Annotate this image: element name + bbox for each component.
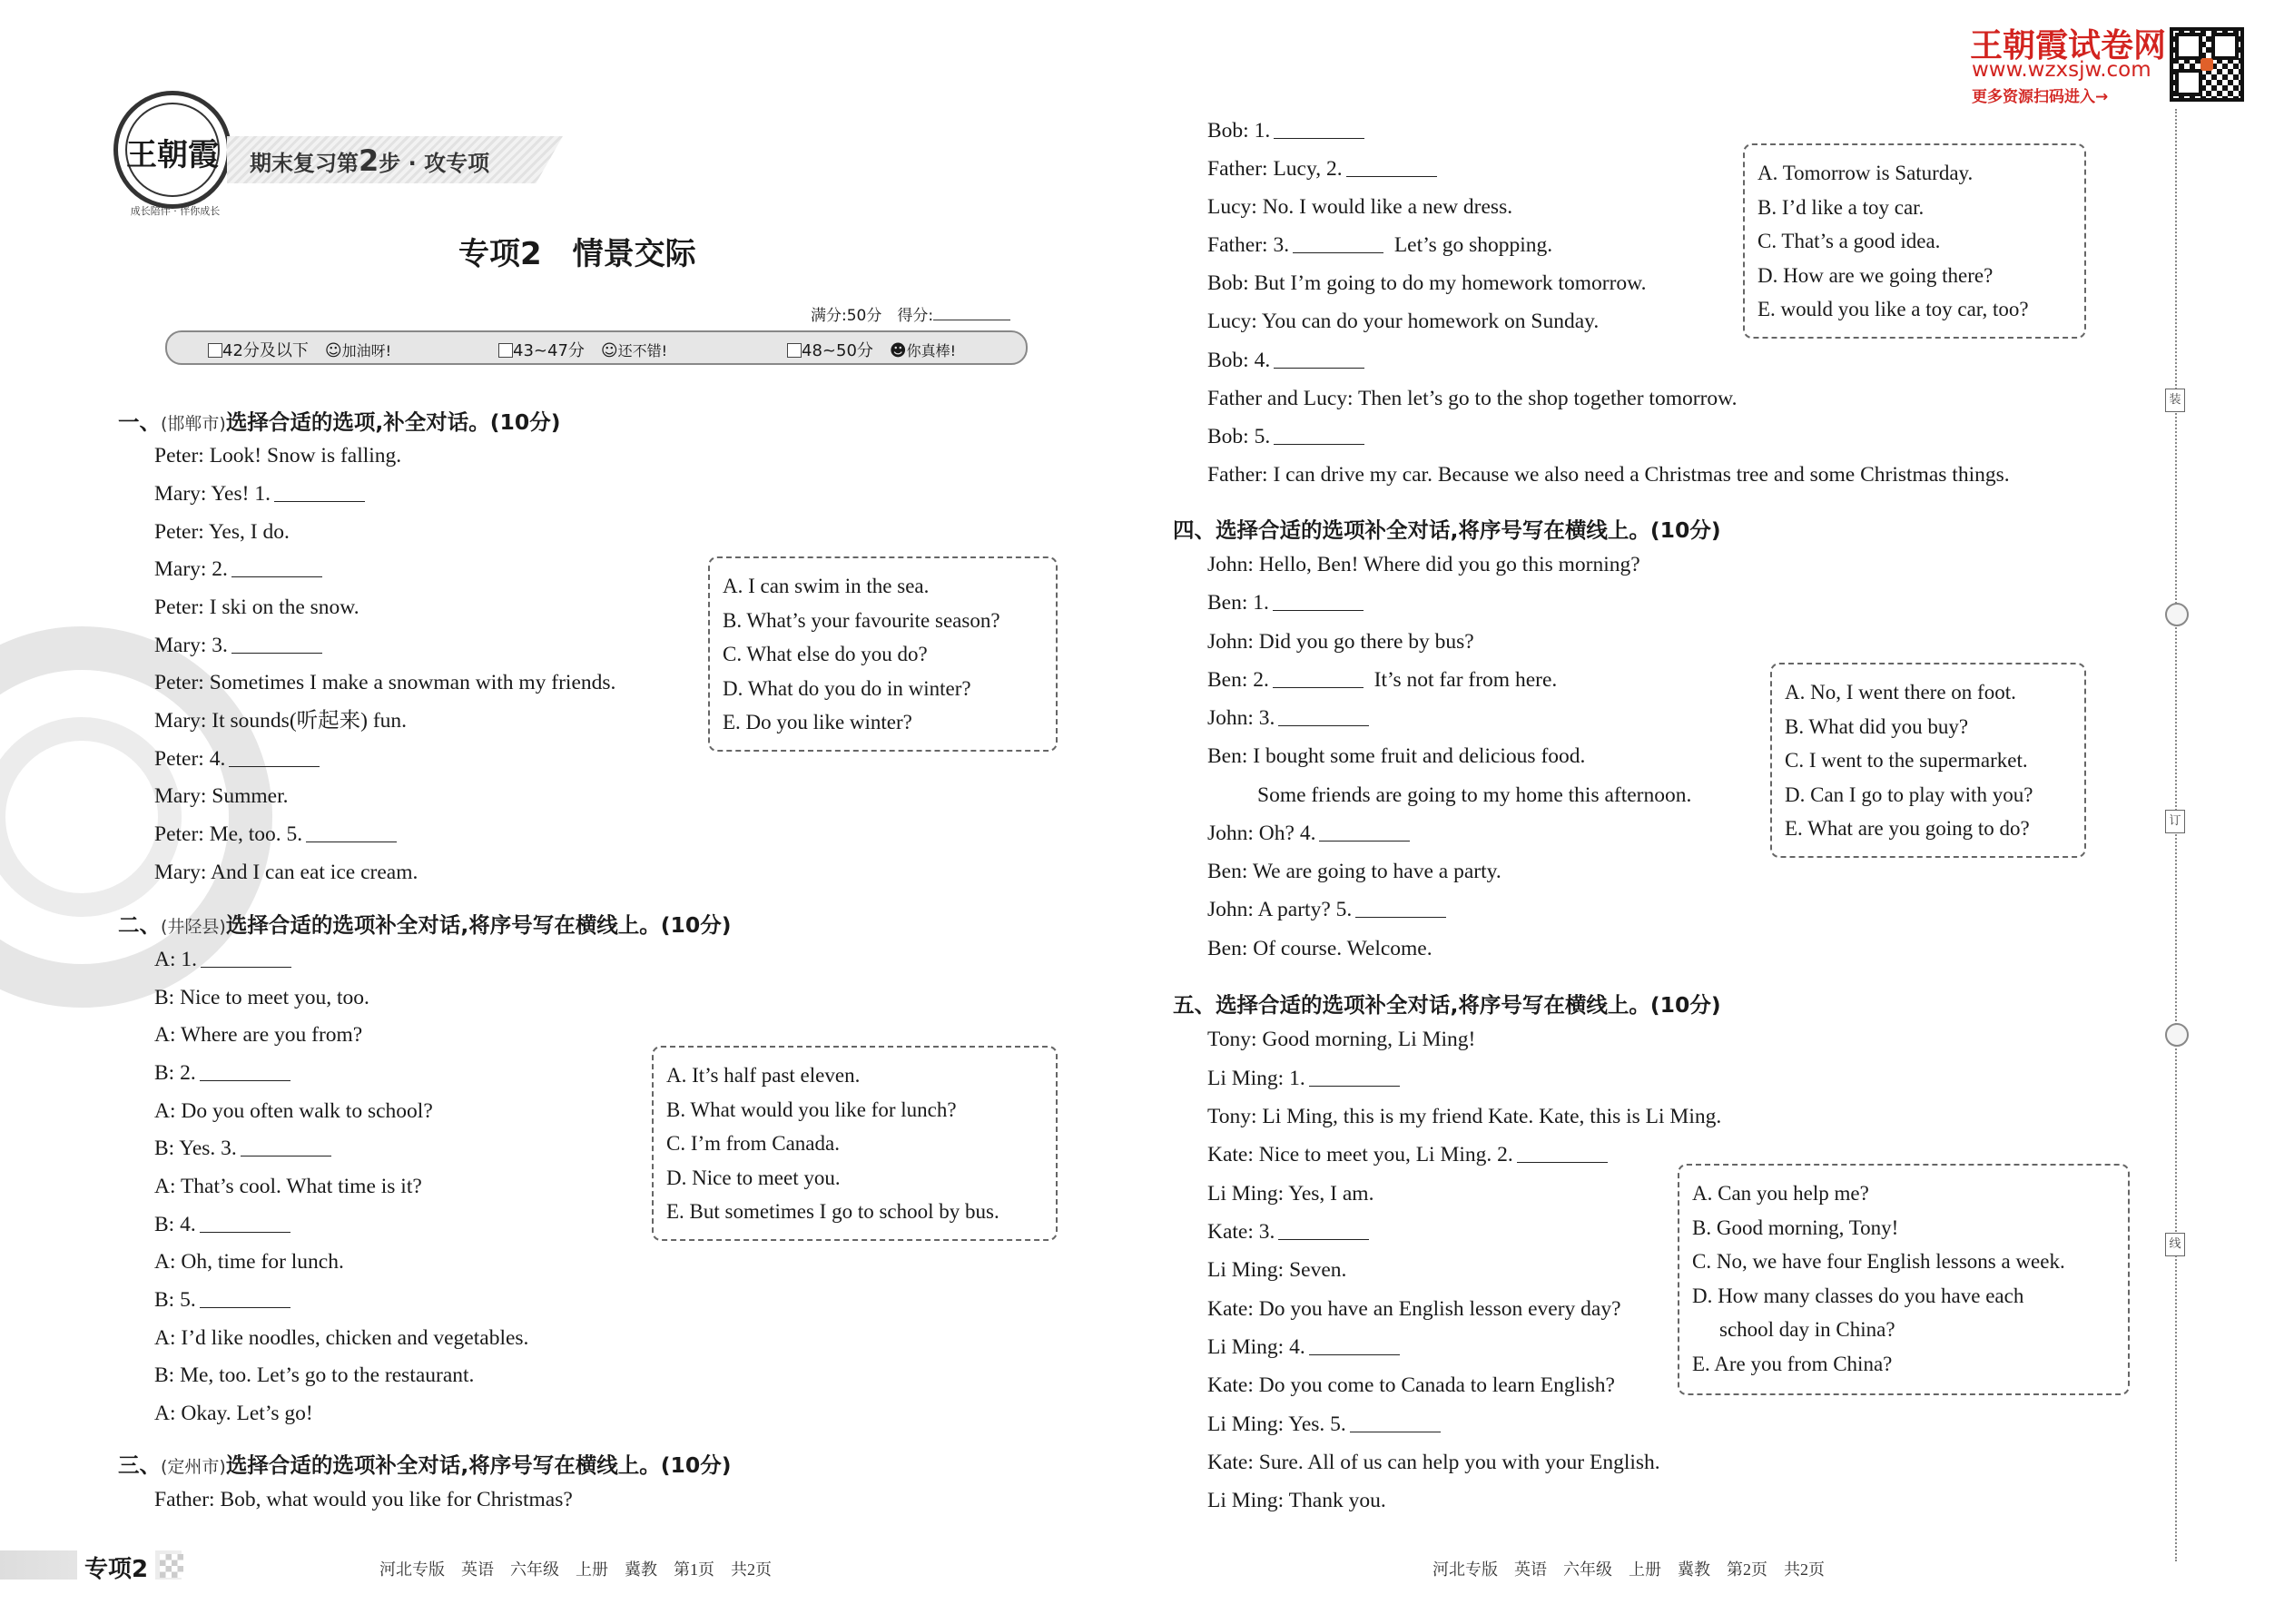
s2-line-4: B: 2. xyxy=(154,1059,290,1087)
answer-blank[interactable] xyxy=(1278,1221,1369,1240)
answer-blank[interactable] xyxy=(229,748,320,767)
rating-1: 42分及以下 ☺加油呀! xyxy=(208,338,391,361)
s4-line-9: Ben: We are going to have a party. xyxy=(1207,860,1501,883)
s4-option-b: B. What did you buy? xyxy=(1785,714,1969,738)
answer-blank[interactable] xyxy=(306,823,397,842)
s1-line-3: Peter: Yes, I do. xyxy=(154,520,290,544)
s3-option-b: B. I’d like a toy car. xyxy=(1757,195,1925,219)
section-3-heading: 三、(定州市)选择合适的选项补全对话,将序号写在横线上。(10分) xyxy=(118,1452,732,1478)
answer-blank[interactable] xyxy=(1346,158,1437,177)
s3-line-8: Father and Lucy: Then let’s go to the shop together tomorrow. xyxy=(1207,387,1738,410)
s3-option-d: D. How are we going there? xyxy=(1757,263,1994,287)
s5-line-4: Kate: Nice to meet you, Li Ming. 2. xyxy=(1207,1141,1608,1168)
s5-line-11: Li Ming: Yes. 5. xyxy=(1207,1411,1441,1438)
answer-blank[interactable] xyxy=(200,1214,290,1233)
s3-line-1: Bob: 1. xyxy=(1207,117,1364,144)
answer-blank[interactable] xyxy=(1293,234,1383,253)
score-line xyxy=(811,302,1010,325)
s1-line-9: Peter: 4. xyxy=(154,745,320,773)
s5-option-a: A. Can you help me? xyxy=(1692,1182,1869,1205)
s5-line-2: Li Ming: 1. xyxy=(1207,1065,1400,1092)
brand-url: www.wzxsjw.com xyxy=(1972,58,2151,82)
s5-line-12: Kate: Sure. All of us can help you with your English. xyxy=(1207,1451,1660,1474)
section-5-heading: 五、选择合适的选项补全对话,将序号写在横线上。(10分) xyxy=(1173,992,1721,1018)
binding-mark-3: 线 xyxy=(2165,1233,2185,1256)
s5-line-9: Li Ming: 4. xyxy=(1207,1334,1400,1361)
s4-line-2: Ben: 1. xyxy=(1207,589,1364,616)
s3-line-4: Father: 3. Let’s go shopping. xyxy=(1207,233,1553,257)
s2-option-e: E. But sometimes I go to school by bus. xyxy=(666,1200,999,1223)
rating-3: 48~50分 ☻你真棒! xyxy=(787,338,956,361)
s1-line-11: Peter: Me, too. 5. xyxy=(154,821,397,848)
answer-blank[interactable] xyxy=(200,1289,290,1308)
s4-option-e: E. What are you going to do? xyxy=(1785,817,2030,840)
s1-line-2: Mary: Yes! 1. xyxy=(154,480,365,507)
logo-text: 王朝霞 xyxy=(126,137,219,173)
answer-blank[interactable] xyxy=(231,635,322,654)
s4-line-4: Ben: 2. It’s not far from here. xyxy=(1207,668,1558,692)
s1-line-4: Mary: 2. xyxy=(154,556,322,583)
banner-step: 2 xyxy=(359,143,379,178)
answer-blank[interactable] xyxy=(241,1137,331,1156)
s2-line-12: B: Me, too. Let’s go to the restaurant. xyxy=(154,1363,475,1387)
answer-blank[interactable] xyxy=(1309,1336,1400,1355)
answer-blank[interactable] xyxy=(1273,669,1364,688)
logo-tagline: 成长陪伴 · 伴你成长 xyxy=(130,205,221,217)
rating-checkbox-1[interactable] xyxy=(208,343,222,358)
s3-option-a: A. Tomorrow is Saturday. xyxy=(1757,162,1974,184)
brand-name: 王朝霞试卷网 xyxy=(1970,27,2167,64)
rating-checkbox-3[interactable] xyxy=(787,343,802,358)
score-full: 满分:50分 xyxy=(811,307,882,325)
s5-line-6: Kate: 3. xyxy=(1207,1218,1369,1245)
score-got-label: 得分: xyxy=(897,307,934,325)
s3-line-5: Bob: But I’m going to do my homework tomorrow. xyxy=(1207,271,1647,295)
section-2-heading: 二、(井陉县)选择合适的选项补全对话,将序号写在横线上。(10分) xyxy=(118,912,732,938)
s4-option-a: A. No, I went there on foot. xyxy=(1785,681,2016,704)
s1-line-5: Peter: I ski on the snow. xyxy=(154,595,359,619)
s5-line-1: Tony: Good morning, Li Ming! xyxy=(1207,1028,1476,1051)
answer-blank[interactable] xyxy=(274,483,365,502)
binding-line xyxy=(2175,109,2177,1561)
s5-option-b: B. Good morning, Tony! xyxy=(1692,1216,1899,1239)
s2-option-b: B. What would you like for lunch? xyxy=(666,1097,957,1121)
answer-blank[interactable] xyxy=(201,949,291,968)
s1-line-10: Mary: Summer. xyxy=(154,784,289,808)
footer-tag-dots xyxy=(160,1554,183,1578)
answer-blank[interactable] xyxy=(1274,426,1364,445)
footer-left: 河北专版 英语 六年级 上册 冀教 第1页 共2页 xyxy=(379,1560,772,1579)
page-title: 专项2 情景交际 xyxy=(458,236,696,272)
s1-line-8: Mary: It sounds(听起来) fun. xyxy=(154,709,408,733)
s4-line-11: Ben: Of course. Welcome. xyxy=(1207,937,1433,960)
s2-option-c: C. I’m from Canada. xyxy=(666,1132,840,1155)
s3-option-c: C. That’s a good idea. xyxy=(1757,230,1941,252)
binding-circle-1 xyxy=(2165,603,2189,626)
s5-line-5: Li Ming: Yes, I am. xyxy=(1207,1182,1374,1206)
s4-line-8: John: Oh? 4. xyxy=(1207,820,1410,847)
s3-options-box xyxy=(1743,143,2086,339)
s5-line-3: Tony: Li Ming, this is my friend Kate. Kate, this is Li Ming. xyxy=(1207,1105,1722,1128)
s3-option-e: E. would you like a toy car, too? xyxy=(1757,298,2029,320)
s4-line-6: Ben: I bought some fruit and delicious food. xyxy=(1207,744,1586,768)
binding-mark-2: 订 xyxy=(2165,810,2185,833)
answer-blank[interactable] xyxy=(1274,120,1364,139)
s2-options-box xyxy=(652,1046,1058,1241)
header-banner-text xyxy=(250,143,489,178)
s3-line-10: Father: I can drive my car. Because we also need a Christmas tree and some Christmas things. xyxy=(1207,463,2010,487)
rating-2: 43~47分 ☺还不错! xyxy=(498,338,667,361)
s1-options-box xyxy=(708,556,1058,752)
s4-line-5: John: 3. xyxy=(1207,704,1369,732)
answer-blank[interactable] xyxy=(1309,1068,1400,1087)
s1-option-d: D. What do you do in winter? xyxy=(723,676,971,700)
s4-line-1: John: Hello, Ben! Where did you go this morning? xyxy=(1207,553,1640,576)
s4-line-3: John: Did you go there by bus? xyxy=(1207,630,1474,654)
s5-option-c: C. No, we have four English lessons a week. xyxy=(1692,1250,2065,1273)
s2-line-13: A: Okay. Let’s go! xyxy=(154,1402,313,1425)
s4-line-10: John: A party? 5. xyxy=(1207,896,1446,923)
s1-line-12: Mary: And I can eat ice cream. xyxy=(154,861,418,884)
s4-line-7: Some friends are going to my home this afternoon. xyxy=(1257,783,1692,807)
section-1-heading: 一、(邯郸市)选择合适的选项,补全对话。(10分) xyxy=(118,409,561,435)
s2-line-2: B: Nice to meet you, too. xyxy=(154,986,369,1009)
answer-blank[interactable] xyxy=(231,558,322,577)
s1-line-1: Peter: Look! Snow is falling. xyxy=(154,444,402,468)
s3-line-2: Father: Lucy, 2. xyxy=(1207,155,1437,182)
answer-blank[interactable] xyxy=(1517,1144,1608,1163)
s5-line-8: Kate: Do you have an English lesson every day? xyxy=(1207,1297,1621,1321)
answer-blank[interactable] xyxy=(200,1062,290,1081)
s5-options-box xyxy=(1678,1164,2130,1395)
s5-option-d-cont: school day in China? xyxy=(1719,1318,1895,1341)
s2-line-11: A: I’d like noodles, chicken and vegetables. xyxy=(154,1326,529,1350)
s5-line-13: Li Ming: Thank you. xyxy=(1207,1489,1386,1512)
s3-line-9: Bob: 5. xyxy=(1207,423,1364,450)
footer-tag: 专项2 xyxy=(77,1550,155,1584)
s3-line-3: Lucy: No. I would like a new dress. xyxy=(1207,195,1513,219)
s1-line-7: Peter: Sometimes I make a snowman with my friends. xyxy=(154,671,616,694)
brand-more: 更多资源扫码进入→ xyxy=(1972,88,2109,106)
s1-option-a: A. I can swim in the sea. xyxy=(723,575,930,597)
section-4-heading: 四、选择合适的选项补全对话,将序号写在横线上。(10分) xyxy=(1173,517,1721,543)
answer-blank[interactable] xyxy=(1273,592,1364,611)
rating-bar xyxy=(165,330,1028,365)
banner-suffix: 步 · 攻专项 xyxy=(379,151,490,176)
s2-option-a: A. It’s half past eleven. xyxy=(666,1064,861,1087)
s2-line-5: A: Do you often walk to school? xyxy=(154,1099,433,1123)
s3-line-6: Lucy: You can do your homework on Sunday. xyxy=(1207,310,1600,333)
s2-line-3: A: Where are you from? xyxy=(154,1023,363,1047)
binding-mark-1: 装 xyxy=(2165,389,2185,412)
s4-option-c: C. I went to the supermarket. xyxy=(1785,749,2028,772)
s1-option-c: C. What else do you do? xyxy=(723,643,928,665)
s5-option-d: D. How many classes do you have each xyxy=(1692,1284,2024,1307)
s2-line-8: B: 4. xyxy=(154,1211,290,1238)
s1-option-e: E. Do you like winter? xyxy=(723,711,912,733)
s2-line-9: A: Oh, time for lunch. xyxy=(154,1250,344,1274)
answer-blank[interactable] xyxy=(1355,899,1446,918)
s2-line-1: A: 1. xyxy=(154,946,291,973)
s3-first-line: Father: Bob, what would you like for Christmas? xyxy=(154,1488,573,1511)
s2-option-d: D. Nice to meet you. xyxy=(666,1166,841,1189)
answer-blank[interactable] xyxy=(1350,1413,1441,1432)
qr-code-icon[interactable] xyxy=(2170,27,2244,102)
smile-icon: ☺ xyxy=(600,341,618,360)
s5-line-7: Li Ming: Seven. xyxy=(1207,1258,1347,1282)
star-face-icon: ☻ xyxy=(889,341,907,360)
answer-blank[interactable] xyxy=(1319,822,1410,842)
s4-options-box xyxy=(1770,663,2086,858)
s2-line-6: B: Yes. 3. xyxy=(154,1135,331,1162)
s5-line-10: Kate: Do you come to Canada to learn English? xyxy=(1207,1373,1615,1397)
footer-right: 河北专版 英语 六年级 上册 冀教 第2页 共2页 xyxy=(1433,1560,1825,1579)
s4-option-d: D. Can I go to play with you? xyxy=(1785,782,2033,806)
rating-checkbox-2[interactable] xyxy=(498,343,513,358)
s2-line-10: B: 5. xyxy=(154,1286,290,1314)
answer-blank[interactable] xyxy=(1274,349,1364,369)
s3-line-7: Bob: 4. xyxy=(1207,347,1364,374)
s1-option-b: B. What’s your favourite season? xyxy=(723,608,1000,632)
binding-circle-2 xyxy=(2165,1023,2189,1047)
banner-prefix: 期末复习第 xyxy=(250,151,359,176)
cheer-icon: ☺ xyxy=(324,341,342,360)
s2-line-7: A: That’s cool. What time is it? xyxy=(154,1175,422,1198)
s1-line-6: Mary: 3. xyxy=(154,632,322,659)
s5-option-e: E. Are you from China? xyxy=(1692,1352,1893,1375)
logo xyxy=(113,91,231,209)
answer-blank[interactable] xyxy=(1278,707,1369,726)
